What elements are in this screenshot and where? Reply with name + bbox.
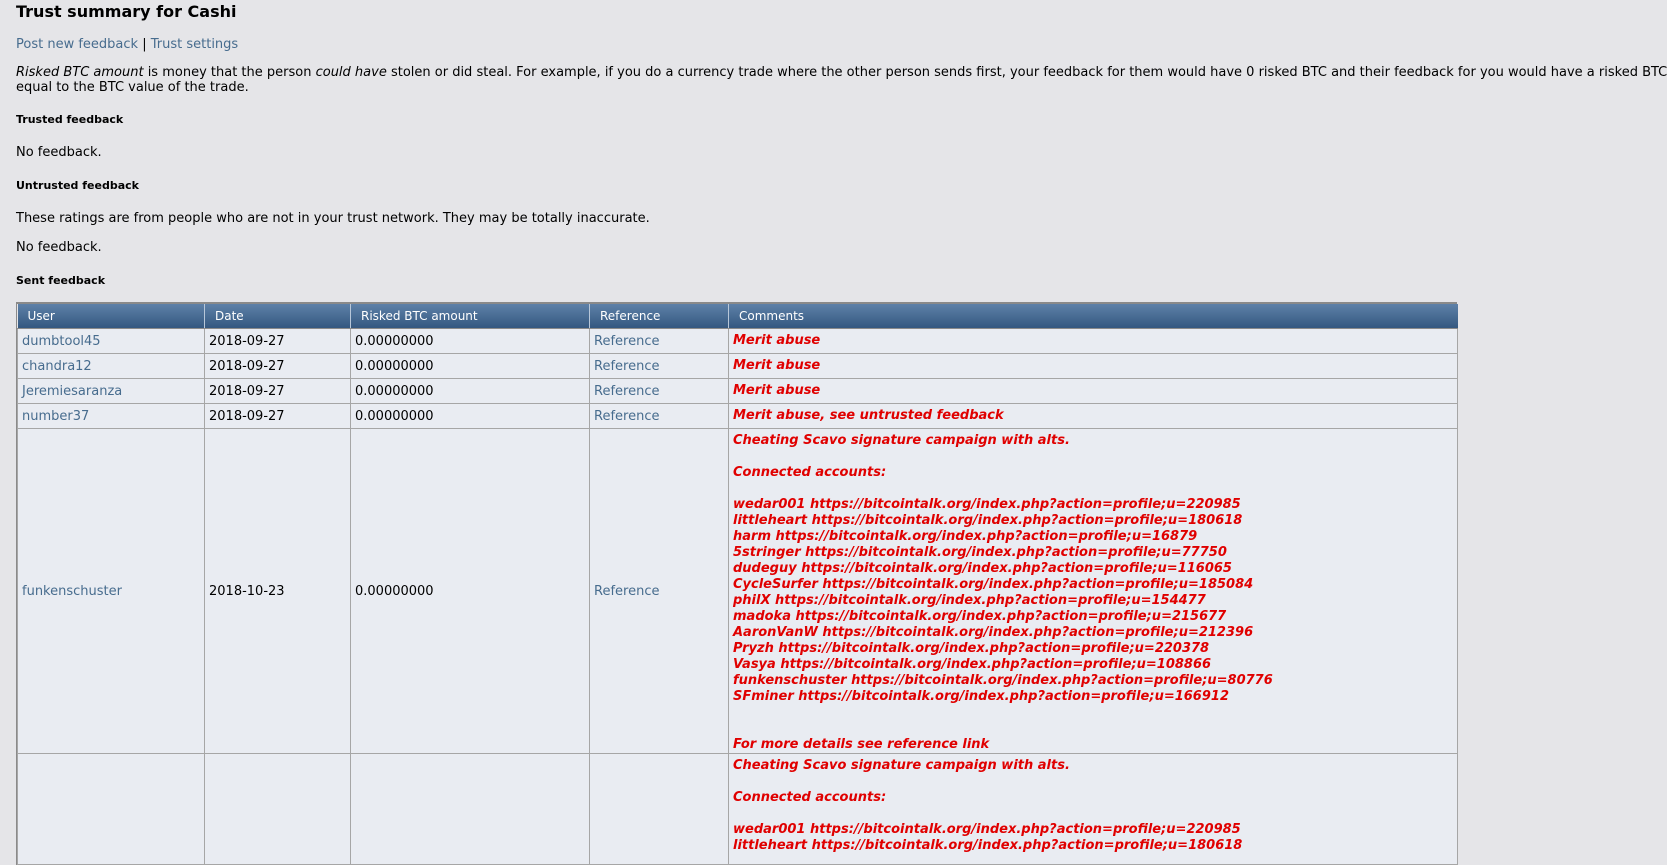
user-link[interactable]: funkenschuster <box>22 583 122 599</box>
risked-cell: 0.00000000 <box>351 354 590 379</box>
trusted-feedback-empty: No feedback. <box>16 145 102 160</box>
risked-cell <box>351 754 590 865</box>
comment-line <box>733 705 1457 721</box>
comment-line: SFminer https://bitcointalk.org/index.php?action=profile;u=166912 <box>733 689 1229 704</box>
comment-line: harm https://bitcointalk.org/index.php?action=profile;u=16879 <box>733 529 1198 544</box>
date-cell: 2018-09-27 <box>205 354 351 379</box>
header-user[interactable]: User <box>18 304 205 329</box>
comment-line <box>733 721 1457 737</box>
comment-line: littleheart https://bitcointalk.org/index.php?action=profile;u=180618 <box>733 513 1243 528</box>
date-cell: 2018-09-27 <box>205 379 351 404</box>
user-link[interactable]: chandra12 <box>22 358 92 374</box>
comment-line: For more details see reference link <box>733 737 990 752</box>
sent-feedback-table-container <box>16 302 1457 865</box>
comment-line: CycleSurfer https://bitcointalk.org/index.php?action=profile;u=185084 <box>733 577 1254 592</box>
link-separator: | <box>142 37 147 52</box>
date-cell: 2018-10-23 <box>205 429 351 754</box>
sent-feedback-table <box>17 304 1458 865</box>
sent-feedback-heading: Sent feedback <box>16 274 106 287</box>
comment-cell <box>729 429 1458 754</box>
comment-line: littleheart https://bitcointalk.org/index.php?action=profile;u=180618 <box>733 838 1243 853</box>
table-row <box>18 354 1458 379</box>
risked-cell: 0.00000000 <box>351 429 590 754</box>
user-link[interactable]: Jeremiesaranza <box>22 383 123 399</box>
comment-line: Vasya https://bitcointalk.org/index.php?action=profile;u=108866 <box>733 657 1212 672</box>
user-link[interactable]: dumbtool45 <box>22 333 101 349</box>
comment-cell <box>729 754 1458 865</box>
table-row <box>18 754 1458 865</box>
risked-cell: 0.00000000 <box>351 329 590 354</box>
trust-settings-link[interactable]: Trust settings <box>150 37 239 52</box>
table-row <box>18 404 1458 429</box>
untrusted-feedback-empty: No feedback. <box>16 240 102 255</box>
risked-cell: 0.00000000 <box>351 379 590 404</box>
reference-link[interactable]: Reference <box>594 333 660 349</box>
date-cell <box>205 754 351 865</box>
comment-line <box>733 774 1457 790</box>
date-cell: 2018-09-27 <box>205 404 351 429</box>
risked-cell: 0.00000000 <box>351 404 590 429</box>
action-links <box>16 35 1456 55</box>
comment-line <box>733 481 1457 497</box>
header-date[interactable]: Date <box>205 304 351 329</box>
user-link[interactable]: number37 <box>22 408 90 424</box>
page-title: Trust summary for Cashi <box>16 2 237 21</box>
intro-text: Risked BTC amount is money that the person could have stolen or did steal. For example, if you do a currency trade where the other person sends first, your feedback for them would have 0 risked BTC and their feedback for you would have a risked BTC equal to the BTC value of the trade. <box>16 65 1667 95</box>
header-comments[interactable]: Comments <box>729 304 1458 329</box>
header-risked-btc[interactable]: Risked BTC amount <box>351 304 590 329</box>
untrusted-feedback-note: These ratings are from people who are not in your trust network. They may be totally inaccurate. <box>16 211 650 226</box>
comment-cell: Merit abuse <box>729 354 1458 379</box>
trusted-feedback-heading: Trusted feedback <box>16 113 124 126</box>
comment-line: philX https://bitcointalk.org/index.php?action=profile;u=154477 <box>733 593 1206 608</box>
risked-btc-term: Risked BTC amount <box>16 65 144 80</box>
comment-line: AaronVanW https://bitcointalk.org/index.php?action=profile;u=212396 <box>733 625 1254 640</box>
comment-line: Connected accounts: <box>733 790 887 805</box>
comment-cell: Merit abuse <box>729 329 1458 354</box>
comment-line: 5stringer https://bitcointalk.org/index.php?action=profile;u=77750 <box>733 545 1227 560</box>
comment-line: Cheating Scavo signature campaign with alts. <box>733 758 1070 773</box>
comment-line: wedar001 https://bitcointalk.org/index.php?action=profile;u=220985 <box>733 497 1241 512</box>
comment-cell: Merit abuse <box>729 379 1458 404</box>
table-header-row <box>18 304 1458 329</box>
comment-line: Cheating Scavo signature campaign with alts. <box>733 433 1070 448</box>
table-row <box>18 329 1458 354</box>
reference-link[interactable]: Reference <box>594 583 660 599</box>
date-cell: 2018-09-27 <box>205 329 351 354</box>
reference-link[interactable]: Reference <box>594 408 660 424</box>
comment-line: funkenschuster https://bitcointalk.org/index.php?action=profile;u=80776 <box>733 673 1273 688</box>
comment-cell: Merit abuse, see untrusted feedback <box>729 404 1458 429</box>
reference-link[interactable]: Reference <box>594 358 660 374</box>
comment-line: Connected accounts: <box>733 465 887 480</box>
comment-line <box>733 806 1457 822</box>
comment-line: Pryzh https://bitcointalk.org/index.php?action=profile;u=220378 <box>733 641 1210 656</box>
comment-line: madoka https://bitcointalk.org/index.php?action=profile;u=215677 <box>733 609 1227 624</box>
table-row <box>18 429 1458 754</box>
comment-line: wedar001 https://bitcointalk.org/index.php?action=profile;u=220985 <box>733 822 1241 837</box>
post-new-feedback-link[interactable]: Post new feedback <box>16 37 139 52</box>
untrusted-feedback-heading: Untrusted feedback <box>16 179 139 192</box>
comment-line <box>733 449 1457 465</box>
reference-link[interactable]: Reference <box>594 383 660 399</box>
comment-line: dudeguy https://bitcointalk.org/index.php?action=profile;u=116065 <box>733 561 1232 576</box>
table-row <box>18 379 1458 404</box>
header-reference[interactable]: Reference <box>590 304 729 329</box>
